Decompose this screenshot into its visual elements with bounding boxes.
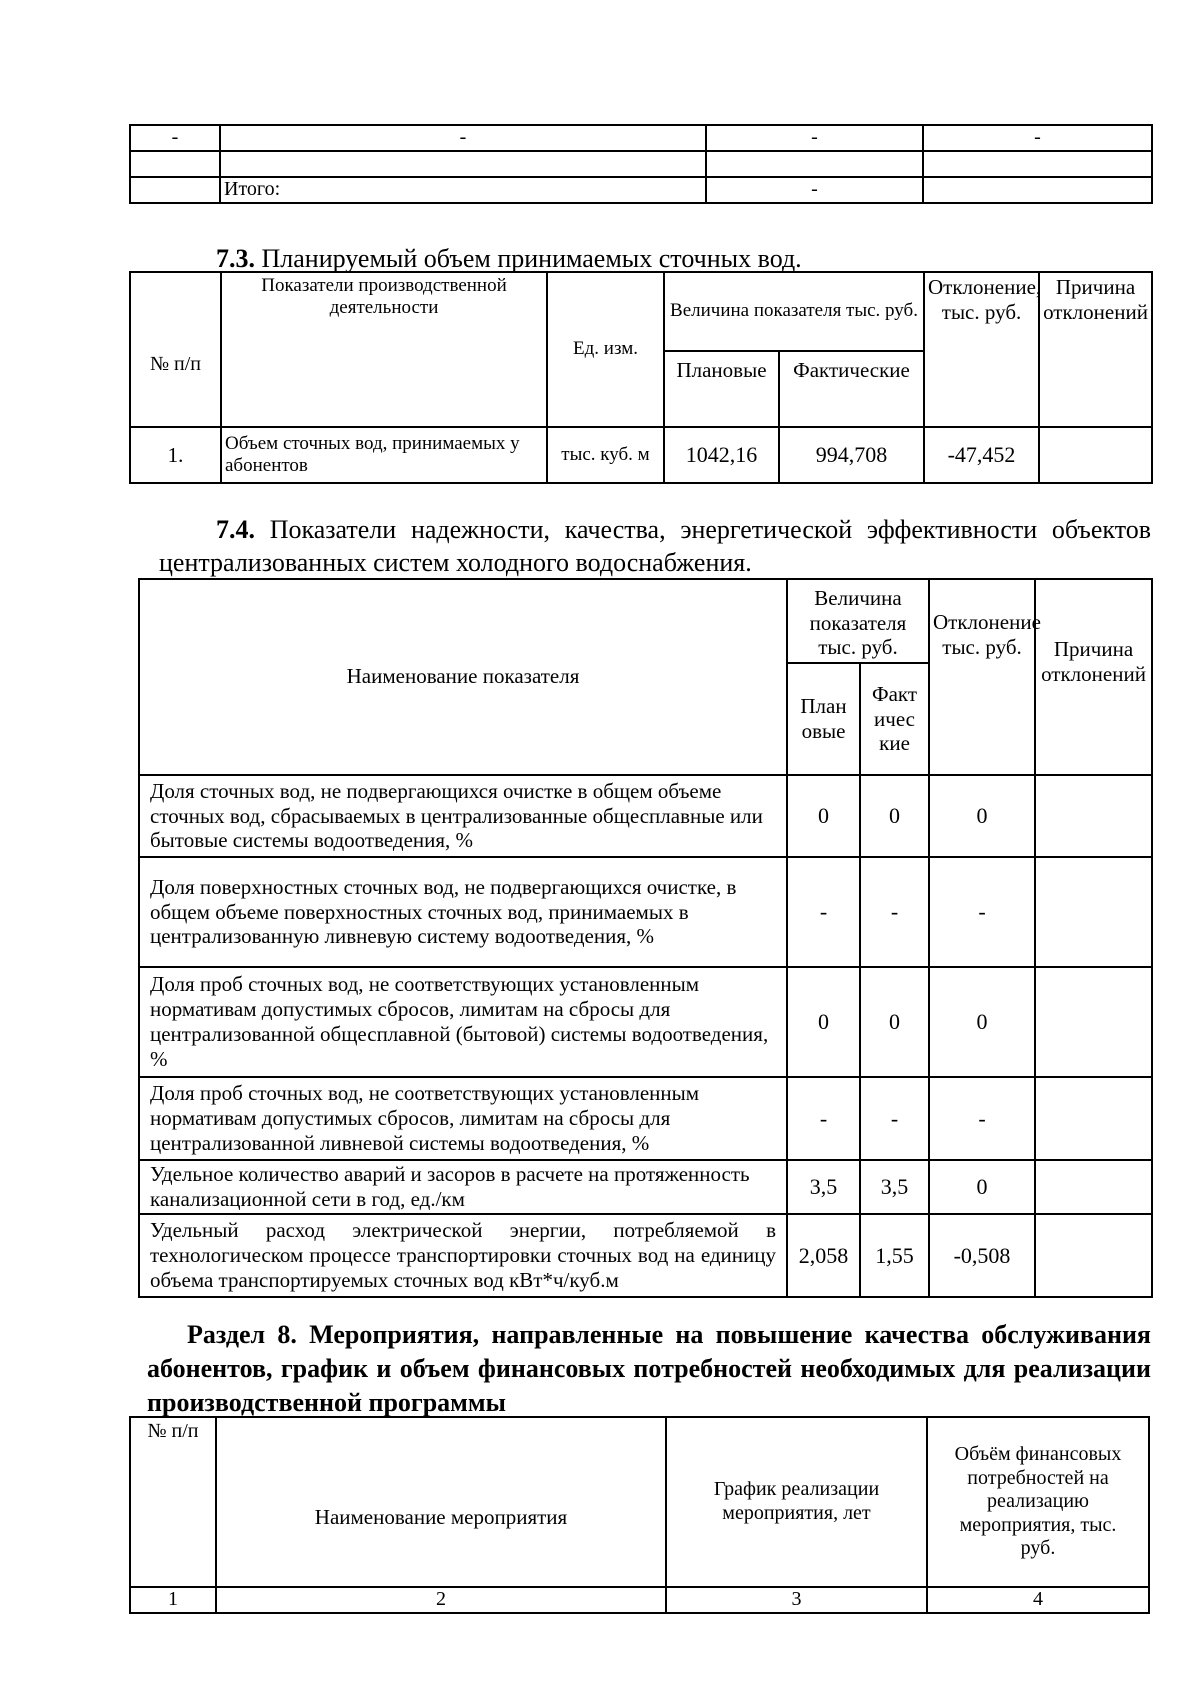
indicator-name: Удельный расход электрической энергии, потребляемой в технологическом процессе транспортировки сточных вод на единицу объема транспортируемых сточных вод кВт*ч/куб.м [139, 1214, 787, 1297]
table-cell: - [706, 177, 923, 203]
table-row [139, 775, 1152, 857]
col-header-schedule: График реализации мероприятия, лет [666, 1417, 927, 1587]
table-row [130, 151, 1152, 177]
section-number: 7.4. [216, 515, 255, 544]
row-reason [1039, 427, 1152, 483]
section-title: Планируемый объем принимаемых сточных вод. [261, 244, 802, 273]
section-7-3-heading [216, 244, 802, 274]
col-header-num: № п/п [130, 1417, 216, 1587]
table-header-row [130, 1417, 1149, 1587]
indicator-fact: - [860, 1077, 929, 1160]
indicator-deviation: - [929, 1077, 1035, 1160]
col-header-measure: Наименование мероприятия [216, 1417, 666, 1587]
table-cell: - [220, 125, 706, 151]
col-header-fact: Фактические [860, 663, 929, 775]
indicator-deviation: - [929, 857, 1035, 967]
col-header-deviation: Отклонение, тыс. руб. [924, 272, 1039, 427]
indicator-plan: - [787, 857, 860, 967]
indicator-reason [1035, 775, 1152, 857]
indicator-deviation: 0 [929, 967, 1035, 1077]
section-8-heading: Раздел 8. Мероприятия, направленные на повышение качества обслуживания абонентов, график и объем финансовых потребностей необходимых для реализации производственной программы [147, 1320, 1151, 1417]
indicator-plan: 3,5 [787, 1160, 860, 1214]
table-cell [130, 177, 220, 203]
table-cell [706, 151, 923, 177]
section-number: 7.3. [216, 244, 255, 273]
row-unit: тыс. куб. м [547, 427, 664, 483]
row-indicator: Объем сточных вод, принимаемых у абонентов [221, 427, 547, 483]
indicator-plan: 0 [787, 967, 860, 1077]
col-number: 2 [216, 1587, 666, 1613]
table-row [139, 1160, 1152, 1214]
indicator-fact: - [860, 857, 929, 967]
wastewater-volume-table [129, 271, 1153, 484]
col-header-deviation: Отклонение тыс. руб. [929, 579, 1035, 775]
indicator-plan: - [787, 1077, 860, 1160]
indicator-name: Доля проб сточных вод, не соответствующих установленным нормативам допустимых сбросов, лимитам на сбросы для централизованной ливневой системы водоотведения, % [139, 1077, 787, 1160]
measures-table [129, 1416, 1150, 1614]
col-header-unit: Ед. изм. [547, 272, 664, 427]
table-row [130, 427, 1152, 483]
col-number: 4 [927, 1587, 1149, 1613]
col-header-value: Величина показателя тыс. руб. [664, 272, 924, 351]
col-header-plan: Плановые [787, 663, 860, 775]
indicator-deviation: 0 [929, 775, 1035, 857]
table-row [139, 967, 1152, 1077]
indicator-deviation: 0 [929, 1160, 1035, 1214]
table-cell [923, 151, 1152, 177]
indicator-reason [1035, 1214, 1152, 1297]
indicator-fact: 0 [860, 775, 929, 857]
row-deviation: -47,452 [924, 427, 1039, 483]
indicator-name: Доля поверхностных сточных вод, не подвергающихся очистке, в общем объеме поверхностных сточных вод, принимаемых в централизованную ливневую систему водоотведения, % [139, 857, 787, 967]
col-number: 1 [130, 1587, 216, 1613]
table-row [130, 125, 1152, 151]
indicator-plan: 2,058 [787, 1214, 860, 1297]
indicator-name: Удельное количество аварий и засоров в расчете на протяженность канализационной сети в год, ед./км [139, 1160, 787, 1214]
table-row [139, 1214, 1152, 1297]
totals-table [129, 124, 1153, 204]
col-header-value: Величина показателя тыс. руб. [787, 579, 929, 663]
indicator-name: Доля проб сточных вод, не соответствующих установленным нормативам допустимых сбросов, лимитам на сбросы для централизованной общесплавной (бытовой) системы водоотведения, % [139, 967, 787, 1077]
section-7-4-heading [216, 515, 1151, 545]
table-cell: - [130, 125, 220, 151]
table-row [130, 1587, 1149, 1613]
table-cell: - [706, 125, 923, 151]
col-header-volume: Объём финансовых потребностей на реализацию мероприятия, тыс. руб. [927, 1417, 1149, 1587]
indicator-fact: 1,55 [860, 1214, 929, 1297]
table-cell: - [923, 125, 1152, 151]
row-fact: 994,708 [779, 427, 924, 483]
row-plan: 1042,16 [664, 427, 779, 483]
indicator-reason [1035, 967, 1152, 1077]
row-num: 1. [130, 427, 221, 483]
table-row [139, 857, 1152, 967]
col-header-reason: Причина отклонений [1035, 579, 1152, 775]
indicator-reason [1035, 1077, 1152, 1160]
indicator-reason [1035, 857, 1152, 967]
table-header-row [130, 272, 1152, 351]
reliability-indicators-table [138, 578, 1153, 1298]
col-header-indicator: Наименование показателя [139, 579, 787, 775]
table-cell [220, 151, 706, 177]
col-header-num: № п/п [130, 272, 221, 427]
indicator-reason [1035, 1160, 1152, 1214]
col-header-fact: Фактические [779, 351, 924, 427]
table-header-row [139, 579, 1152, 663]
total-label: Итого: [220, 177, 706, 203]
indicator-fact: 0 [860, 967, 929, 1077]
table-cell [130, 151, 220, 177]
indicator-plan: 0 [787, 775, 860, 857]
indicator-name: Доля сточных вод, не подвергающихся очистке в общем объеме сточных вод, сбрасываемых в централизованные общесплавные или бытовые системы водоотведения, % [139, 775, 787, 857]
table-row [139, 1077, 1152, 1160]
col-header-plan: Плановые [664, 351, 779, 427]
col-number: 3 [666, 1587, 927, 1613]
section-7-4-heading-line2: централизованных систем холодного водоснабжения. [159, 548, 752, 577]
col-header-reason: Причина отклонений [1039, 272, 1152, 427]
col-header-indicator: Показатели производственной деятельности [221, 272, 547, 427]
indicator-fact: 3,5 [860, 1160, 929, 1214]
table-row [130, 177, 1152, 203]
section-title-line1: Показатели надежности, качества, энергетической эффективности объектов [269, 515, 1152, 544]
indicator-deviation: -0,508 [929, 1214, 1035, 1297]
table-cell [923, 177, 1152, 203]
